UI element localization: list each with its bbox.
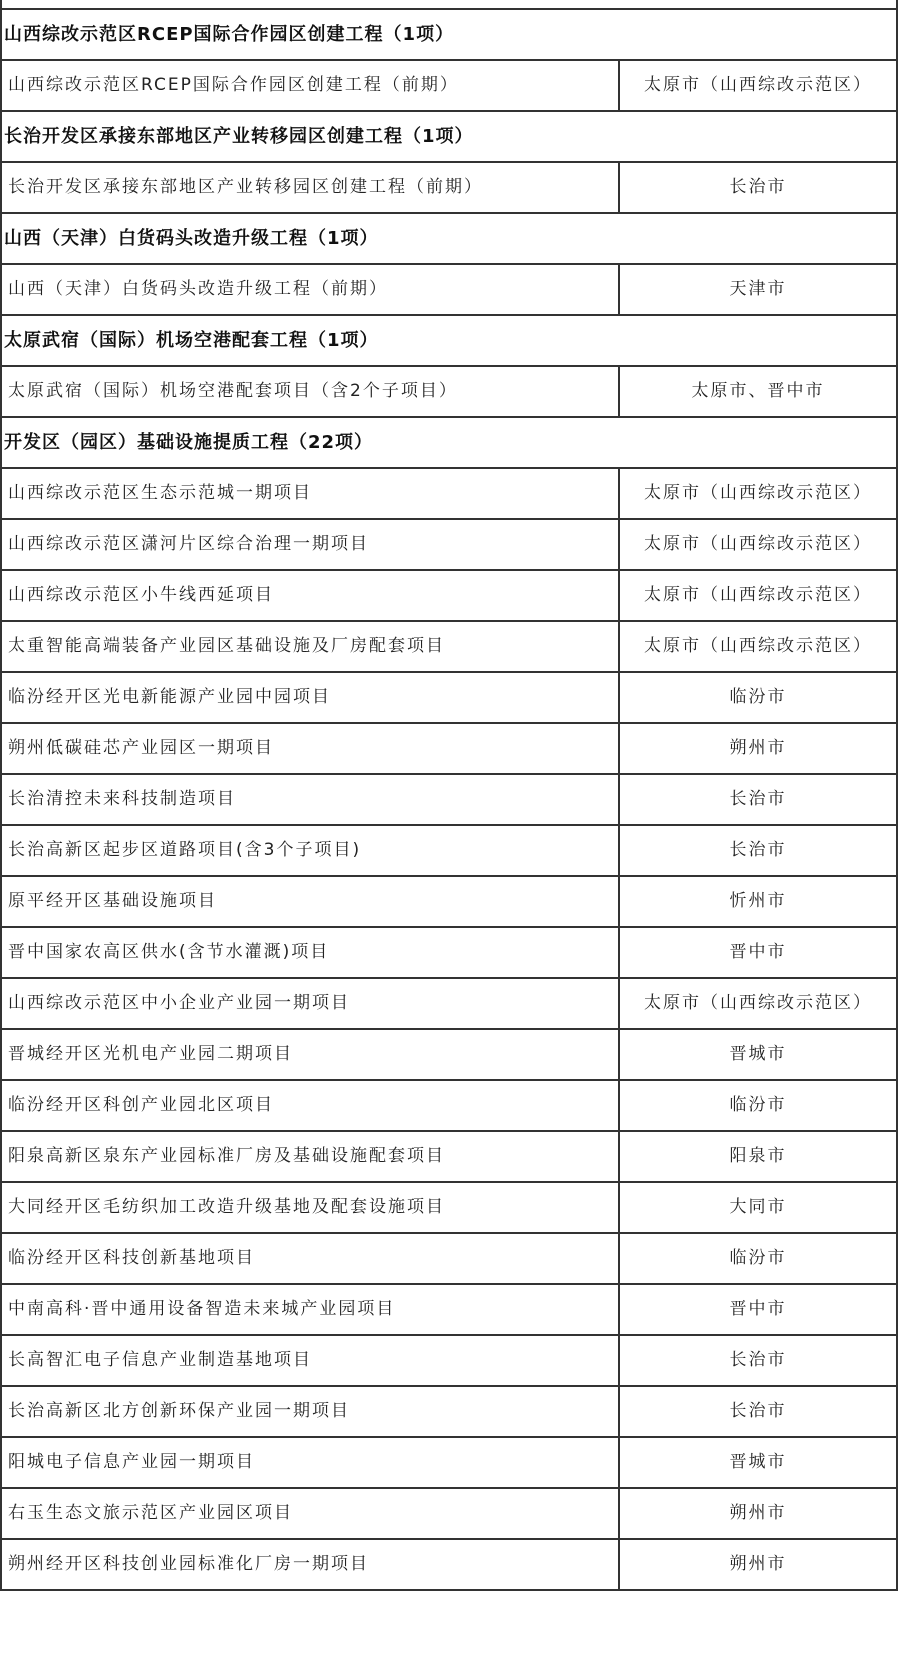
project-location-cell: 临汾市	[619, 672, 897, 723]
project-name-cell: 朔州低碳硅芯产业园区一期项目	[1, 723, 619, 774]
table-row	[1, 1080, 897, 1131]
project-name-cell: 长治高新区北方创新环保产业园一期项目	[1, 1386, 619, 1437]
table-row	[1, 723, 897, 774]
project-location-cell: 长治市	[619, 1335, 897, 1386]
project-name-cell: 山西综改示范区小牛线西延项目	[1, 570, 619, 621]
table-row	[1, 1437, 897, 1488]
project-name-cell: 太重智能高端装备产业园区基础设施及厂房配套项目	[1, 621, 619, 672]
project-name-cell: 晋中国家农高区供水(含节水灌溉)项目	[1, 927, 619, 978]
table-row	[1, 672, 897, 723]
section-header-row	[1, 417, 897, 468]
project-name-cell: 大同经开区毛纺织加工改造升级基地及配套设施项目	[1, 1182, 619, 1233]
project-name-cell: 晋城经开区光机电产业园二期项目	[1, 1029, 619, 1080]
project-name-cell: 临汾经开区科创产业园北区项目	[1, 1080, 619, 1131]
table-row	[1, 264, 897, 315]
table-row	[1, 162, 897, 213]
project-name-cell: 长治清控未来科技制造项目	[1, 774, 619, 825]
section-header-row	[1, 9, 897, 60]
table-row	[1, 1539, 897, 1590]
section-title: 山西综改示范区RCEP国际合作园区创建工程（1项）	[1, 9, 897, 60]
section-header-row	[1, 213, 897, 264]
table-row	[1, 1284, 897, 1335]
table-row	[1, 825, 897, 876]
project-location-cell: 阳泉市	[619, 1131, 897, 1182]
project-name-cell: 临汾经开区科技创新基地项目	[1, 1233, 619, 1284]
table-row	[1, 927, 897, 978]
project-name-cell: 太原武宿（国际）机场空港配套项目（含2个子项目）	[1, 366, 619, 417]
project-location-cell: 长治市	[619, 774, 897, 825]
project-name-cell: 山西综改示范区潇河片区综合治理一期项目	[1, 519, 619, 570]
table-row	[1, 978, 897, 1029]
table-top-edge-cell	[1, 0, 897, 9]
project-location-cell: 太原市（山西综改示范区）	[619, 468, 897, 519]
project-name-cell: 阳城电子信息产业园一期项目	[1, 1437, 619, 1488]
project-location-cell: 太原市（山西综改示范区）	[619, 519, 897, 570]
section-header-row	[1, 111, 897, 162]
project-location-cell: 大同市	[619, 1182, 897, 1233]
table-row	[1, 774, 897, 825]
project-location-cell: 太原市、晋中市	[619, 366, 897, 417]
table-row	[1, 1488, 897, 1539]
project-location-cell: 长治市	[619, 1386, 897, 1437]
section-title: 山西（天津）白货码头改造升级工程（1项）	[1, 213, 897, 264]
project-name-cell: 长高智汇电子信息产业制造基地项目	[1, 1335, 619, 1386]
project-name-cell: 中南高科·晋中通用设备智造未来城产业园项目	[1, 1284, 619, 1335]
project-location-cell: 朔州市	[619, 1488, 897, 1539]
project-name-cell: 长治高新区起步区道路项目(含3个子项目)	[1, 825, 619, 876]
project-location-cell: 忻州市	[619, 876, 897, 927]
section-header-row	[1, 315, 897, 366]
project-name-cell: 原平经开区基础设施项目	[1, 876, 619, 927]
project-location-cell: 太原市（山西综改示范区）	[619, 60, 897, 111]
table-row	[1, 60, 897, 111]
project-location-cell: 晋中市	[619, 1284, 897, 1335]
project-location-cell: 太原市（山西综改示范区）	[619, 621, 897, 672]
table-row	[1, 621, 897, 672]
project-location-cell: 晋城市	[619, 1029, 897, 1080]
project-location-cell: 天津市	[619, 264, 897, 315]
project-name-cell: 长治开发区承接东部地区产业转移园区创建工程（前期）	[1, 162, 619, 213]
section-title: 太原武宿（国际）机场空港配套工程（1项）	[1, 315, 897, 366]
table-row	[1, 366, 897, 417]
project-name-cell: 右玉生态文旅示范区产业园区项目	[1, 1488, 619, 1539]
project-table-body	[1, 0, 897, 1590]
table-row	[1, 1335, 897, 1386]
project-name-cell: 朔州经开区科技创业园标准化厂房一期项目	[1, 1539, 619, 1590]
table-row	[1, 1386, 897, 1437]
project-location-cell: 长治市	[619, 825, 897, 876]
project-location-cell: 晋中市	[619, 927, 897, 978]
project-location-cell: 长治市	[619, 162, 897, 213]
project-name-cell: 山西综改示范区生态示范城一期项目	[1, 468, 619, 519]
project-name-cell: 山西综改示范区RCEP国际合作园区创建工程（前期）	[1, 60, 619, 111]
section-title: 开发区（园区）基础设施提质工程（22项）	[1, 417, 897, 468]
project-location-cell: 临汾市	[619, 1233, 897, 1284]
project-name-cell: 山西（天津）白货码头改造升级工程（前期）	[1, 264, 619, 315]
table-row	[1, 519, 897, 570]
project-location-cell: 太原市（山西综改示范区）	[619, 978, 897, 1029]
project-name-cell: 阳泉高新区泉东产业园标准厂房及基础设施配套项目	[1, 1131, 619, 1182]
project-name-cell: 山西综改示范区中小企业产业园一期项目	[1, 978, 619, 1029]
project-location-cell: 临汾市	[619, 1080, 897, 1131]
table-row	[1, 1029, 897, 1080]
project-location-cell: 朔州市	[619, 723, 897, 774]
table-row	[1, 1182, 897, 1233]
section-title: 长治开发区承接东部地区产业转移园区创建工程（1项）	[1, 111, 897, 162]
project-location-cell: 太原市（山西综改示范区）	[619, 570, 897, 621]
table-row	[1, 570, 897, 621]
project-location-cell: 晋城市	[619, 1437, 897, 1488]
table-row	[1, 1131, 897, 1182]
table-row	[1, 468, 897, 519]
project-name-cell: 临汾经开区光电新能源产业园中园项目	[1, 672, 619, 723]
project-location-cell: 朔州市	[619, 1539, 897, 1590]
table-row	[1, 876, 897, 927]
table-top-edge	[1, 0, 897, 9]
table-row	[1, 1233, 897, 1284]
